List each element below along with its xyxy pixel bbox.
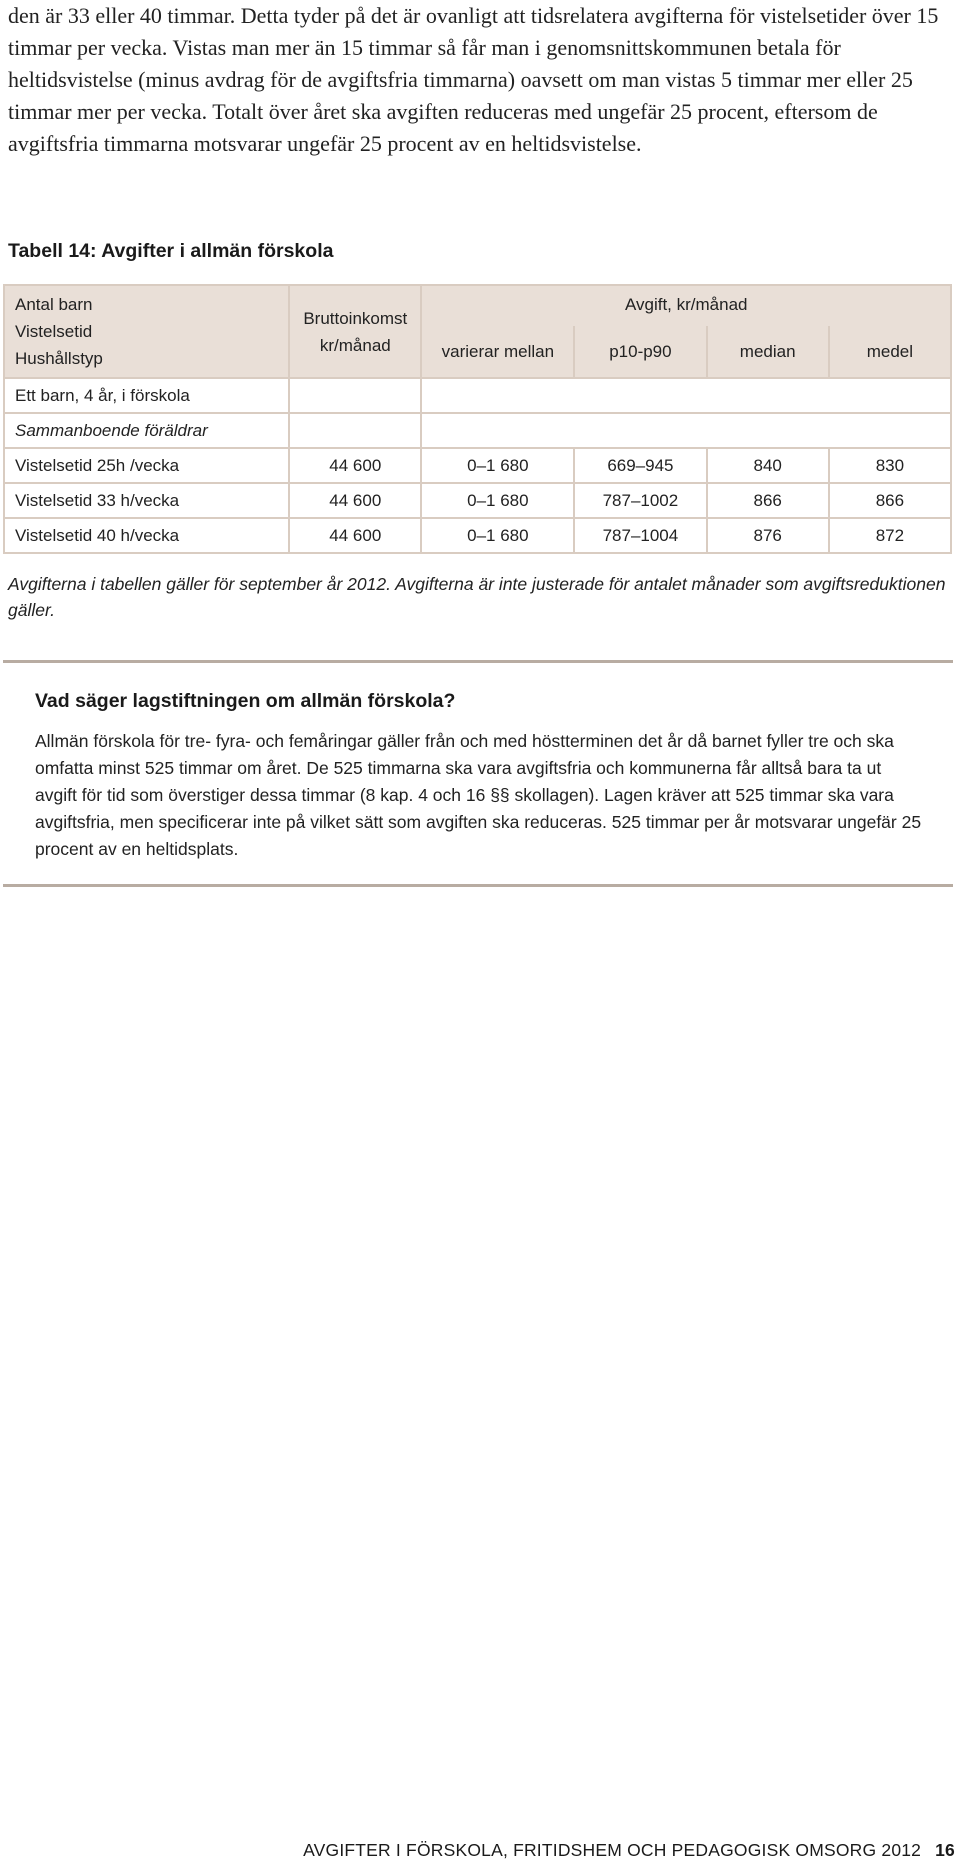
- table-group-row: [4, 378, 951, 413]
- table-row: [4, 483, 951, 518]
- row-range: 0–1 680: [421, 518, 574, 553]
- row-median: 840: [707, 448, 829, 483]
- header-fee-group: Avgift, kr/månad: [421, 285, 951, 325]
- row-median: 876: [707, 518, 829, 553]
- group-row-label: Sammanboende föräldrar: [4, 413, 289, 448]
- page-footer: [290, 1840, 955, 1861]
- table-note: Avgifterna i tabellen gäller för september år 2012. Avgifterna är inte justerade för antalet månader som avgiftsreduktionen gäller.: [8, 574, 946, 620]
- row-income: 44 600: [289, 483, 421, 518]
- row-p10-p90: 787–1004: [574, 518, 706, 553]
- empty-cell: [289, 378, 421, 413]
- table-row: [4, 518, 951, 553]
- row-median: 866: [707, 483, 829, 518]
- fee-table: [3, 284, 952, 554]
- row-range: 0–1 680: [421, 448, 574, 483]
- row-income: 44 600: [289, 518, 421, 553]
- empty-cell: [421, 378, 951, 413]
- header-label-column: [4, 285, 289, 378]
- empty-cell: [421, 413, 951, 448]
- row-p10-p90: 787–1002: [574, 483, 706, 518]
- page-number: 16: [935, 1840, 955, 1860]
- row-label: Vistelsetid 25h /vecka: [4, 448, 289, 483]
- header-income: [289, 285, 421, 378]
- box-body: Allmän förskola för tre- fyra- och femåringar gäller från och med höstterminen det år då barnet fyller tre och ska omfatta minst 525 timmar om året. De 525 timmarna ska vara avgiftsfria och kommunerna får alltså bara ta ut avgift för tid som överstiger dessa timmar (8 kap. 4 och 16 §§ skollagen). Lagen kräver att 525 timmar ska vara avgiftsfria, men specificerar inte på vilket sätt som avgiften ska reduceras. 525 timmar per år motsvarar ungefär 25 procent av en heltidsplats.: [35, 731, 922, 859]
- row-range: 0–1 680: [421, 483, 574, 518]
- table-title: Tabell 14: Avgifter i allmän förskola: [8, 240, 334, 262]
- empty-cell: [289, 413, 421, 448]
- row-mean: 830: [829, 448, 951, 483]
- divider-bottom: [3, 884, 953, 887]
- header-hushallstyp: Hushållstyp: [15, 349, 103, 368]
- footer-title: AVGIFTER I FÖRSKOLA, FRITIDSHEM OCH PEDAGOGISK OMSORG 2012: [303, 1840, 922, 1860]
- table-group-row: [4, 413, 951, 448]
- divider-top: [3, 660, 953, 663]
- header-median: median: [707, 325, 829, 378]
- table-row: [4, 448, 951, 483]
- box-title: Vad säger lagstiftningen om allmän förskola?: [35, 690, 456, 712]
- intro-paragraph: den är 33 eller 40 timmar. Detta tyder på det är ovanligt att tidsrelatera avgifterna för vistelsetider över 15 timmar per vecka. Vistas man mer än 15 timmar så får man i genomsnittskommunen betala för heltidsvistelse (minus avdrag för de avgiftsfria timmarna) oavsett om man vistas 5 timmar mer eller 25 timmar mer per vecka. Totalt över året ska avgiften reduceras med ungefär 25 procent, eftersom de avgiftsfria timmarna motsvarar ungefär 25 procent av en heltidsvistelse.: [8, 3, 939, 156]
- header-varierar: varierar mellan: [421, 325, 574, 378]
- row-p10-p90: 669–945: [574, 448, 706, 483]
- row-mean: 872: [829, 518, 951, 553]
- header-medel: medel: [829, 325, 951, 378]
- row-mean: 866: [829, 483, 951, 518]
- header-vistelsetid: Vistelsetid: [15, 322, 93, 341]
- header-income-line2: kr/månad: [319, 335, 391, 355]
- row-label: Vistelsetid 33 h/vecka: [4, 483, 289, 518]
- group-row-label: Ett barn, 4 år, i förskola: [4, 378, 289, 413]
- header-antal-barn: Antal barn: [15, 295, 93, 314]
- row-income: 44 600: [289, 448, 421, 483]
- header-p10-p90: p10-p90: [574, 325, 706, 378]
- row-label: Vistelsetid 40 h/vecka: [4, 518, 289, 553]
- header-income-line1: Bruttoinkomst: [303, 308, 408, 328]
